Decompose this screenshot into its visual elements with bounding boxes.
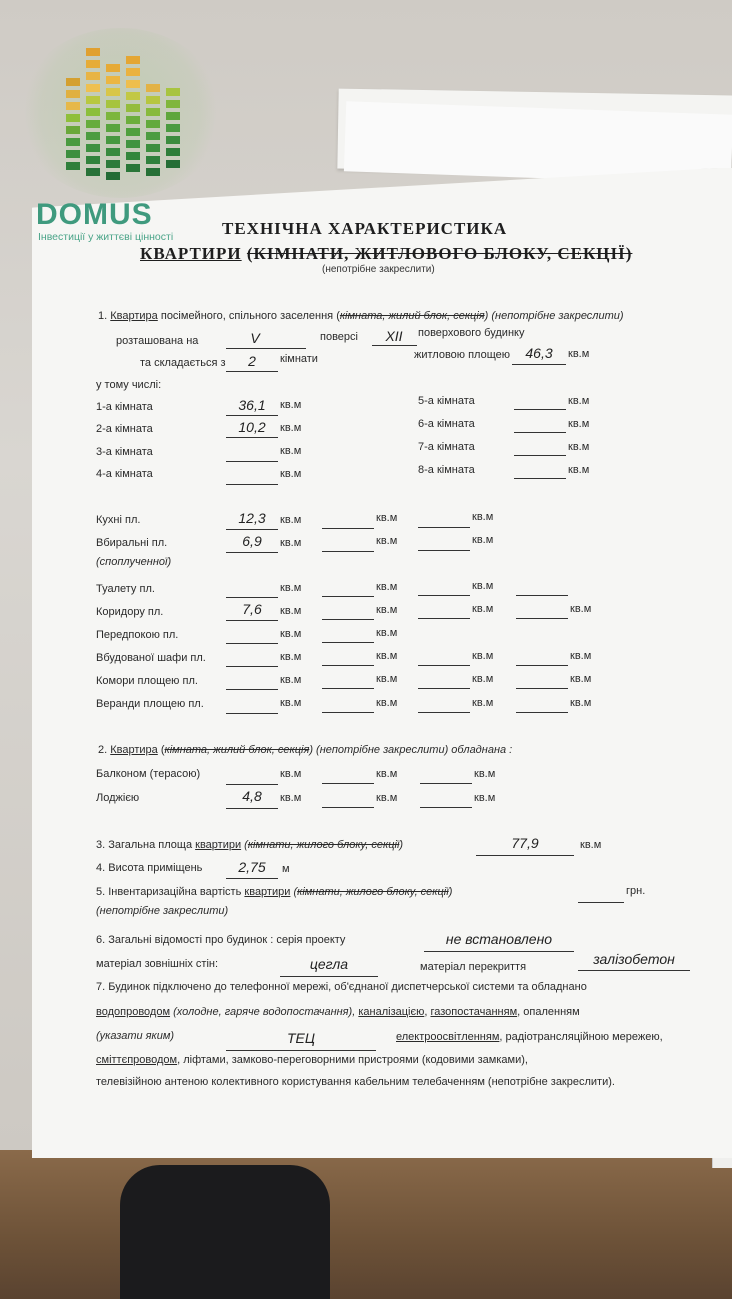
room-5-label: 5-а кімната [418, 395, 475, 407]
s2-number: 2. [98, 744, 108, 756]
living-area-unit: кв.м [568, 348, 590, 360]
s7-line4 [96, 1054, 528, 1066]
hallway-unit-1: кв.м [280, 628, 302, 640]
balcony-line-3 [420, 783, 472, 784]
total-area-value: 77,9 [511, 835, 539, 851]
room-2-unit: кв.м [280, 422, 302, 434]
walls-label: матеріал зовнішніх стін: [96, 958, 219, 970]
wardrobe-line-2 [322, 665, 374, 666]
s5-note: (непотрібне закреслити) [96, 905, 229, 917]
room-4-unit: кв.м [280, 468, 302, 480]
toilet-label: Туалету пл. [96, 583, 155, 595]
room-1-label: 1-а кімната [96, 401, 153, 413]
height-line [226, 878, 278, 879]
wardrobe-line [226, 666, 278, 667]
room-7-line [514, 455, 566, 456]
loggia-unit-3: кв.м [474, 792, 496, 804]
loggia-line [226, 808, 278, 809]
s2-struck: кімната, жилий блок, секція [164, 744, 310, 756]
s3-open: ( [244, 839, 248, 851]
floor-value: V [250, 330, 260, 346]
bathroom-line-2 [322, 551, 374, 552]
s5-open: ( [293, 886, 298, 898]
wardrobe-unit-3: кв.м [472, 650, 494, 662]
s7-water-note: (холодне, гаряче водопостачання), [173, 1006, 356, 1018]
hallway-line-2 [322, 642, 374, 643]
veranda-unit-4: кв.м [570, 697, 592, 709]
wardrobe-unit-2: кв.м [376, 650, 398, 662]
shoe [120, 1165, 330, 1299]
veranda-line [226, 713, 278, 714]
s2-open: ( [160, 744, 165, 756]
form-title-line1: ТЕХНІЧНА ХАРАКТЕРИСТИКА [222, 219, 508, 238]
corridor-label: Коридору пл. [96, 606, 164, 618]
loggia-unit-1: кв.м [280, 792, 302, 804]
balcony-line [226, 784, 278, 785]
toilet-line-3 [418, 595, 470, 596]
storage-line-3 [418, 688, 470, 689]
toilet-unit-3: кв.м [472, 580, 494, 592]
storage-unit-3: кв.м [472, 673, 494, 685]
veranda-line-4 [516, 712, 568, 713]
toilet-line-2 [322, 596, 374, 597]
bathroom-unit-2: кв.м [376, 535, 398, 547]
domus-logo [18, 28, 228, 243]
veranda-unit-2: кв.м [376, 697, 398, 709]
room-4-label: 4-а кімната [96, 468, 153, 480]
rooms-label: кімнати [280, 353, 318, 365]
heating-line [226, 1050, 376, 1051]
toilet-unit-2: кв.м [376, 581, 398, 593]
veranda-line-2 [322, 712, 374, 713]
located-label: розташована на [116, 335, 199, 347]
consists-label: та складається з [140, 357, 226, 369]
height-label: 4. Висота приміщень [96, 862, 203, 874]
s7-line3 [396, 1031, 663, 1043]
hallway-label: Передпокою пл. [96, 629, 179, 641]
s7-radio: , радіотрансляційною мережею, [499, 1031, 663, 1043]
s1-apartment: Квартира [110, 310, 158, 322]
veranda-unit-1: кв.м [280, 697, 302, 709]
bathroom-value: 6,9 [242, 533, 262, 549]
storeys-label: поверхового будинку [418, 327, 525, 339]
s7-heating: , опаленням [517, 1006, 580, 1018]
hallway-line [226, 643, 278, 644]
height-unit: м [282, 863, 290, 875]
corridor-value: 7,6 [242, 601, 262, 617]
rooms-line [226, 371, 278, 372]
corridor-line-2 [322, 619, 374, 620]
s7-specify: (указати яким) [96, 1030, 175, 1042]
room-6-label: 6-а кімната [418, 418, 475, 430]
room-8-label: 8-а кімната [418, 464, 475, 476]
s5-text [96, 886, 452, 898]
loggia-label: Лоджією [96, 792, 140, 804]
room-5-line [514, 409, 566, 410]
currency-label: грн. [626, 885, 646, 897]
project-series-line [424, 951, 574, 952]
room-3-line [226, 461, 278, 462]
room-6-unit: кв.м [568, 418, 590, 430]
s6-label: 6. Загальні відомості про будинок : серія проекту [96, 934, 346, 946]
living-area-line [512, 364, 566, 365]
room-7-label: 7-а кімната [418, 441, 475, 453]
s2-intro [98, 744, 512, 756]
storage-label: Комори площею пл. [96, 675, 198, 687]
walls-line [280, 976, 378, 977]
veranda-unit-3: кв.м [472, 697, 494, 709]
bathroom-line [226, 552, 278, 553]
s1-text-a: посімейного, спільного заселення ( [160, 310, 340, 322]
corridor-unit-3: кв.м [472, 603, 494, 615]
s3-struck: кімнати, жилого блоку, секції [247, 839, 400, 851]
floor-line [226, 348, 306, 349]
kitchen-unit-2: кв.м [376, 512, 398, 524]
corridor-unit-2: кв.м [376, 604, 398, 616]
room-3-label: 3-а кімната [96, 446, 153, 458]
room-6-line [514, 432, 566, 433]
s3-label: 3. Загальна площа [96, 839, 193, 851]
s1-struck: кімната, жилий блок, секція [339, 310, 485, 322]
corridor-line [226, 620, 278, 621]
balcony-unit-1: кв.м [280, 768, 302, 780]
form-title-line2 [140, 244, 632, 264]
corridor-unit-1: кв.м [280, 605, 302, 617]
total-area-line [476, 855, 574, 856]
floor-label: поверсі [320, 331, 358, 343]
balcony-line-2 [322, 783, 374, 784]
floors-label: матеріал перекриття [420, 961, 527, 973]
loggia-unit-2: кв.м [376, 792, 398, 804]
balcony-unit-3: кв.м [474, 768, 496, 780]
title-apartment: КВАРТИРИ [140, 244, 242, 263]
combined-note: (споплученної) [96, 556, 172, 568]
loggia-line-3 [420, 807, 472, 808]
corridor-line-3 [418, 618, 470, 619]
rooms-count: 2 [248, 353, 256, 369]
floors-value: залізобетон [593, 951, 675, 967]
corridor-unit-4: кв.м [570, 603, 592, 615]
room-8-line [514, 478, 566, 479]
room-4-line [226, 484, 278, 485]
bathroom-label: Вбиральні пл. [96, 537, 168, 549]
kitchen-line [226, 529, 278, 530]
s5-apartment: квартири [244, 886, 291, 898]
loggia-line-2 [322, 807, 374, 808]
s3-text [96, 839, 403, 851]
kitchen-label: Кухні пл. [96, 514, 141, 526]
hallway-unit-2: кв.м [376, 627, 398, 639]
wardrobe-unit-1: кв.м [280, 651, 302, 663]
living-area-value: 46,3 [525, 345, 553, 361]
toilet-unit-1: кв.м [280, 582, 302, 594]
value-line [578, 902, 624, 903]
s7-sewer: каналізацією [358, 1006, 425, 1018]
storage-unit-1: кв.м [280, 674, 302, 686]
s7-electric: електроосвітленням [396, 1031, 500, 1043]
s7-line1: 7. Будинок підключено до телефонної мережі, об'єднаної диспетчерської системи та обладнано [96, 981, 587, 993]
wardrobe-label: Вбудованої шафи пл. [96, 652, 206, 664]
s3-close: ) [399, 839, 404, 851]
walls-value: цегла [309, 956, 349, 972]
s7-line2: водопроводом (холодне, гаряче водопостачання), каналізацією, газопостачанням, опаленням [96, 1006, 580, 1018]
kitchen-line-2 [322, 528, 374, 529]
loggia-value: 4,8 [242, 788, 262, 804]
floors-line [578, 970, 690, 971]
bathroom-unit-3: кв.м [472, 534, 494, 546]
s2-apartment: Квартира [110, 744, 158, 756]
room-1-line [226, 415, 278, 416]
kitchen-unit-1: кв.м [280, 514, 302, 526]
wardrobe-unit-4: кв.м [570, 650, 592, 662]
room-2-value: 10,2 [238, 419, 266, 435]
bathroom-unit-1: кв.м [280, 537, 302, 549]
room-1-unit: кв.м [280, 399, 302, 411]
storage-unit-2: кв.м [376, 673, 398, 685]
s7-garbage: сміттєпроводом [96, 1054, 178, 1066]
storeys-value: XII [385, 328, 403, 344]
balcony-label: Балконом (терасою) [96, 768, 201, 780]
incl-label: у тому числі: [96, 379, 162, 391]
room-5-unit: кв.м [568, 395, 590, 407]
room-7-unit: кв.м [568, 441, 590, 453]
project-series-value: не встановлено [445, 931, 553, 947]
kitchen-unit-3: кв.м [472, 511, 494, 523]
s7-water: водопроводом [96, 1006, 171, 1018]
room-3-unit: кв.м [280, 445, 302, 457]
room-8-unit: кв.м [568, 464, 590, 476]
wardrobe-line-3 [418, 665, 470, 666]
room-2-line [226, 437, 278, 438]
kitchen-line-3 [418, 527, 470, 528]
s1-text-b: ) (непотрібне закреслити) [484, 310, 624, 322]
wardrobe-line-4 [516, 665, 568, 666]
storage-line [226, 689, 278, 690]
s3-apartment: квартири [195, 839, 242, 851]
bathroom-line-3 [418, 550, 470, 551]
total-area-unit: кв.м [580, 839, 602, 851]
toilet-line [226, 597, 278, 598]
kitchen-value: 12,3 [238, 510, 266, 526]
room-1-value: 36,1 [238, 397, 266, 413]
balcony-unit-2: кв.м [376, 768, 398, 780]
room-2-label: 2-а кімната [96, 423, 153, 435]
height-value: 2,75 [238, 859, 266, 875]
logo-building-icon [66, 48, 191, 193]
storage-line-2 [322, 688, 374, 689]
title-note: (непотрібне закреслити) [322, 264, 435, 275]
floor [0, 1150, 732, 1299]
heating-value: ТЕЦ [286, 1030, 316, 1046]
logo-name: DOMUS [36, 198, 153, 231]
s1-intro [98, 310, 624, 322]
s1-number: 1. [98, 310, 108, 322]
veranda-label: Веранди площею пл. [96, 698, 204, 710]
storeys-line [372, 345, 417, 346]
logo-tagline: Інвестиції у життєві цінності [38, 231, 174, 243]
s7-gas: газопостачанням [430, 1006, 518, 1018]
s7-line5: телевізійною антеною колективного користування кабельним телебаченням (непотрібне закреслити). [96, 1076, 615, 1088]
living-area-label: житловою площею [414, 349, 511, 361]
storage-unit-4: кв.м [570, 673, 592, 685]
s5-struck: кімнати, жилого блоку, секції [297, 886, 449, 898]
corridor-line-4 [516, 618, 568, 619]
s5-label: 5. Інвентаризаційна вартість [96, 886, 242, 898]
toilet-line-4 [516, 595, 568, 596]
s5-close: ) [448, 886, 453, 898]
s7-rest: , ліфтами, замково-переговорними пристроями (кодовими замками), [177, 1054, 528, 1066]
veranda-line-3 [418, 712, 470, 713]
s2-text-b: ) (непотрібне закреслити) обладнана : [309, 744, 513, 756]
storage-line-4 [516, 688, 568, 689]
title-struck: (КІМНАТИ, ЖИТЛОВОГО БЛОКУ, СЕКЦІЇ) [246, 244, 633, 263]
